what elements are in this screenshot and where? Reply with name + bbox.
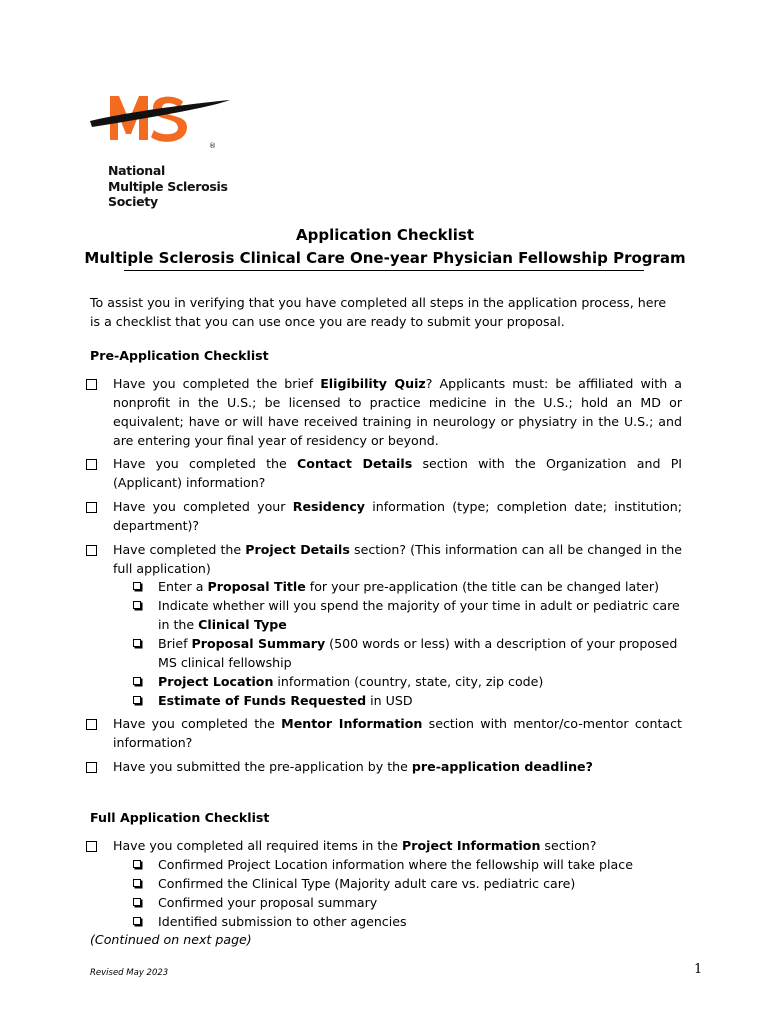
logo-line-national: National bbox=[108, 163, 165, 178]
subitem-text: Enter a Proposal Title for your pre-application (the title can be changed later) bbox=[158, 579, 660, 594]
sub-checkbox[interactable] bbox=[133, 677, 141, 685]
sub-checkbox[interactable] bbox=[133, 639, 141, 647]
subitem-text: Brief Proposal Summary (500 words or less) with a description of your proposed MS clinical fellowship bbox=[158, 636, 678, 670]
ms-logo-mark bbox=[88, 90, 238, 160]
checklist-item-text: Have completed the Project Details section? (This information can all be changed in the full application) bbox=[113, 542, 682, 576]
checkbox[interactable] bbox=[86, 545, 97, 556]
revision-date: Revised May 2023 bbox=[90, 968, 169, 978]
subitem-text: Project Location information (country, state, city, zip code) bbox=[158, 674, 544, 689]
subitem-text: Confirmed your proposal summary bbox=[158, 895, 378, 910]
checkbox[interactable] bbox=[86, 459, 97, 470]
checklist-item-text: Have you completed the Contact Details section with the Organization and PI (Applicant) information? bbox=[113, 456, 682, 490]
pre-application-heading: Pre-Application Checklist bbox=[90, 348, 269, 363]
checklist-item-text: Have you submitted the pre-application by the pre-application deadline? bbox=[113, 759, 593, 774]
svg-text:®: ® bbox=[209, 142, 216, 150]
checklist-item-text: Have you completed the brief Eligibility Quiz? Applicants must: be affiliated with a nonprofit in the U.S.; be licensed to practice medicine in the U.S.; hold an MD or equivalent; have or will have received training in neurology or physiatry in the U.S.; and are entering your final year of residency or beyond. bbox=[113, 376, 682, 448]
sub-checkbox[interactable] bbox=[133, 601, 141, 609]
checkbox[interactable] bbox=[86, 841, 97, 852]
logo-line-society: Society bbox=[108, 194, 158, 209]
continued-note: (Continued on next page) bbox=[90, 932, 252, 947]
page-number: 1 bbox=[694, 962, 703, 977]
full-application-heading: Full Application Checklist bbox=[90, 810, 270, 825]
sub-checkbox[interactable] bbox=[133, 860, 141, 868]
subitem-text: Confirmed Project Location information where the fellowship will take place bbox=[158, 857, 633, 872]
sub-checkbox[interactable] bbox=[133, 696, 141, 704]
logo-line-ms: Multiple Sclerosis bbox=[108, 178, 228, 194]
checklist-item-text: Have you completed all required items in the Project Information section? bbox=[113, 838, 597, 853]
sub-checkbox[interactable] bbox=[133, 917, 141, 925]
checklist-item-text: Have you completed your Residency information (type; completion date; institution; department)? bbox=[113, 499, 682, 533]
checkbox[interactable] bbox=[86, 719, 97, 730]
intro-paragraph: To assist you in verifying that you have completed all steps in the application process, here is a checklist that you can use once you are ready to submit your proposal. bbox=[90, 295, 667, 329]
sub-checkbox[interactable] bbox=[133, 898, 141, 906]
program-title: Multiple Sclerosis Clinical Care One-year Physician Fellowship Program bbox=[84, 249, 686, 267]
checklist-item-text: Have you completed the Mentor Information section with mentor/co-mentor contact information? bbox=[113, 716, 682, 750]
title-underline bbox=[124, 270, 644, 271]
checkbox[interactable] bbox=[86, 379, 97, 390]
logo-wordmark bbox=[108, 163, 228, 210]
sub-checkbox[interactable] bbox=[133, 582, 141, 590]
subitem-text: Identified submission to other agencies bbox=[158, 914, 407, 929]
checkbox[interactable] bbox=[86, 502, 97, 513]
subitem-text: Indicate whether will you spend the majority of your time in adult or pediatric care in the Clinical Type bbox=[158, 598, 680, 632]
checkbox[interactable] bbox=[86, 762, 97, 773]
subitem-text: Confirmed the Clinical Type (Majority adult care vs. pediatric care) bbox=[158, 876, 576, 891]
sub-checkbox[interactable] bbox=[133, 879, 141, 887]
document-title: Application Checklist bbox=[295, 226, 474, 244]
subitem-text: Estimate of Funds Requested in USD bbox=[158, 693, 413, 708]
ms-society-logo bbox=[88, 90, 238, 214]
